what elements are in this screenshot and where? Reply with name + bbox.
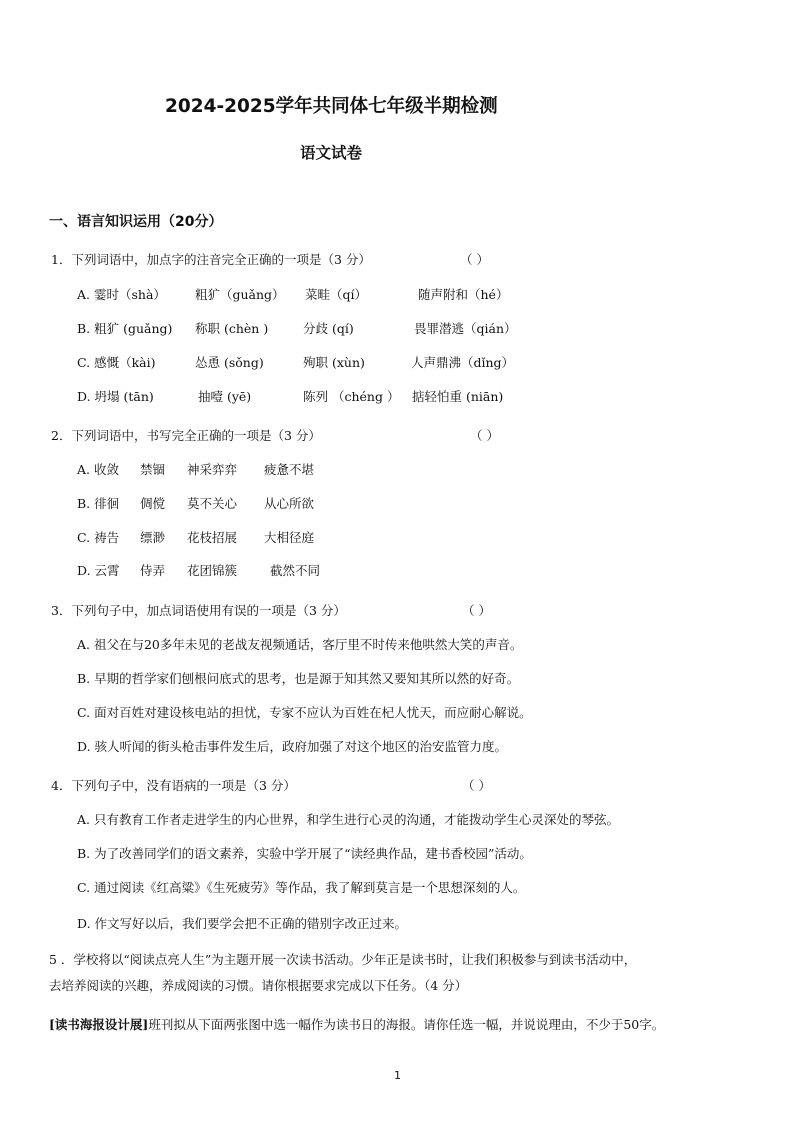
q4-option-c: C. 通过阅读《红高粱》《生死疲劳》等作品，我了解到莫言是一个思想深刻的人。 <box>77 880 526 895</box>
q2-option-d-2: 侍弄 <box>140 563 166 578</box>
q1-option-a-1: A. 霎时（shà） <box>77 287 166 302</box>
q2-option-a-3: 神采弈弈 <box>187 462 238 477</box>
q2-option-b-1: B. 徘徊 <box>77 496 120 511</box>
task-text: 班刊拟从下面两张图中选一幅作为读书日的海报。请你任选一幅，并说说理由，不少于50字。 <box>148 1017 665 1032</box>
page-number: 1 <box>394 1069 401 1082</box>
q4-option-d: D. 作文写好以后，我们要学会把不正确的错别字改正过来。 <box>77 916 408 931</box>
question-4-stem: 4．下列句子中，没有语病的一项是（3 分） <box>51 778 296 793</box>
task-label: [读书海报设计展] <box>49 1017 149 1032</box>
q2-option-b-4: 从心所欲 <box>264 496 315 511</box>
q1-option-c-3: 殉职 (xùn) <box>303 355 365 370</box>
question-3-answer-blank[interactable]: （ ） <box>462 603 491 618</box>
q1-option-b-1: B. 粗犷 (guǎng) <box>77 321 173 336</box>
q1-option-d-4: 掂轻怕重 (niān) <box>412 389 504 404</box>
section-heading: 一、语言知识运用（20分） <box>49 214 223 230</box>
question-5-task <box>49 1017 664 1033</box>
q1-option-b-3: 分歧 (qí) <box>303 321 354 336</box>
q1-option-c-4: 人声鼎沸（dǐng） <box>411 355 515 370</box>
q4-option-b: B. 为了改善同学们的语文素养，实验中学开展了“读经典作品，建书香校园”活动。 <box>77 846 532 861</box>
exam-subtitle: 语文试卷 <box>300 144 363 162</box>
question-2-stem: 2．下列词语中，书写完全正确的一项是（3 分） <box>51 428 321 443</box>
q4-option-a: A. 只有教育工作者走进学生的内心世界，和学生进行心灵的沟通，才能拨动学生心灵深处的琴弦。 <box>77 812 619 827</box>
q2-option-c-1: C. 祷告 <box>77 530 120 545</box>
question-5-line-2: 去培养阅读的兴趣，养成阅读的习惯。请你根据要求完成以下任务。（4 分） <box>49 978 468 993</box>
q1-option-a-4: 随声附和（hé） <box>418 287 509 302</box>
q2-option-a-1: A. 收敛 <box>77 462 119 477</box>
q2-option-c-2: 缥渺 <box>140 530 166 545</box>
question-3-stem: 3．下列句子中，加点词语使用有误的一项是（3 分） <box>51 603 346 618</box>
q1-option-b-2: 称职 (chèn ) <box>195 321 269 336</box>
q2-option-a-2: 禁锢 <box>140 462 166 477</box>
q3-option-d: D. 骇人听闻的街头枪击事件发生后，政府加强了对这个地区的治安监管力度。 <box>77 739 508 754</box>
q1-option-d-2: 抽噎 (yē) <box>198 389 252 404</box>
question-2-answer-blank[interactable]: （ ） <box>470 428 499 443</box>
q1-option-a-3: 菜畦（qí） <box>305 287 367 302</box>
q2-option-c-4: 大相径庭 <box>264 530 315 545</box>
q3-option-b: B. 早期的哲学家们刨根问底式的思考，也是源于知其然又要知其所以然的好奇。 <box>77 671 520 686</box>
q2-option-d-4: 截然不同 <box>270 563 321 578</box>
question-1-stem: 1．下列词语中，加点字的注音完全正确的一项是（3 分） <box>51 252 371 267</box>
question-4-answer-blank[interactable]: （ ） <box>462 778 491 793</box>
q2-option-b-3: 莫不关心 <box>187 496 238 511</box>
q1-option-d-1: D. 坍塌 (tān) <box>77 389 154 404</box>
exam-title: 2024-2025学年共同体七年级半期检测 <box>165 96 498 117</box>
q1-option-b-4: 畏罪潜逃（qián） <box>414 321 517 336</box>
q2-option-c-3: 花枝招展 <box>187 530 238 545</box>
q2-option-d-3: 花团锦簇 <box>187 563 238 578</box>
q3-option-c: C. 面对百姓对建设核电站的担忧，专家不应认为百姓在杞人忧天，而应耐心解说。 <box>77 705 532 720</box>
q2-option-d-1: D. 云霄 <box>77 563 120 578</box>
q1-option-a-2: 粗犷（guǎng） <box>195 287 285 302</box>
q2-option-a-4: 疲惫不堪 <box>264 462 315 477</box>
q1-option-d-3: 陈列 （chéng ） <box>303 389 400 404</box>
question-5-line-1: 5 ．学校将以“阅读点亮人生”为主题开展一次读书活动。少年正是读书时，让我们积极参与到读书活动中， <box>49 952 637 967</box>
q2-option-b-2: 倜傥 <box>140 496 166 511</box>
q1-option-c-2: 怂恿 (sǒng) <box>195 355 264 370</box>
q3-option-a: A. 祖父在与20多年未见的老战友视频通话，客厅里不时传来他哄然大笑的声音。 <box>77 637 523 652</box>
question-1-answer-blank[interactable]: （ ） <box>460 252 489 267</box>
q1-option-c-1: C. 感慨（kài) <box>77 355 156 370</box>
